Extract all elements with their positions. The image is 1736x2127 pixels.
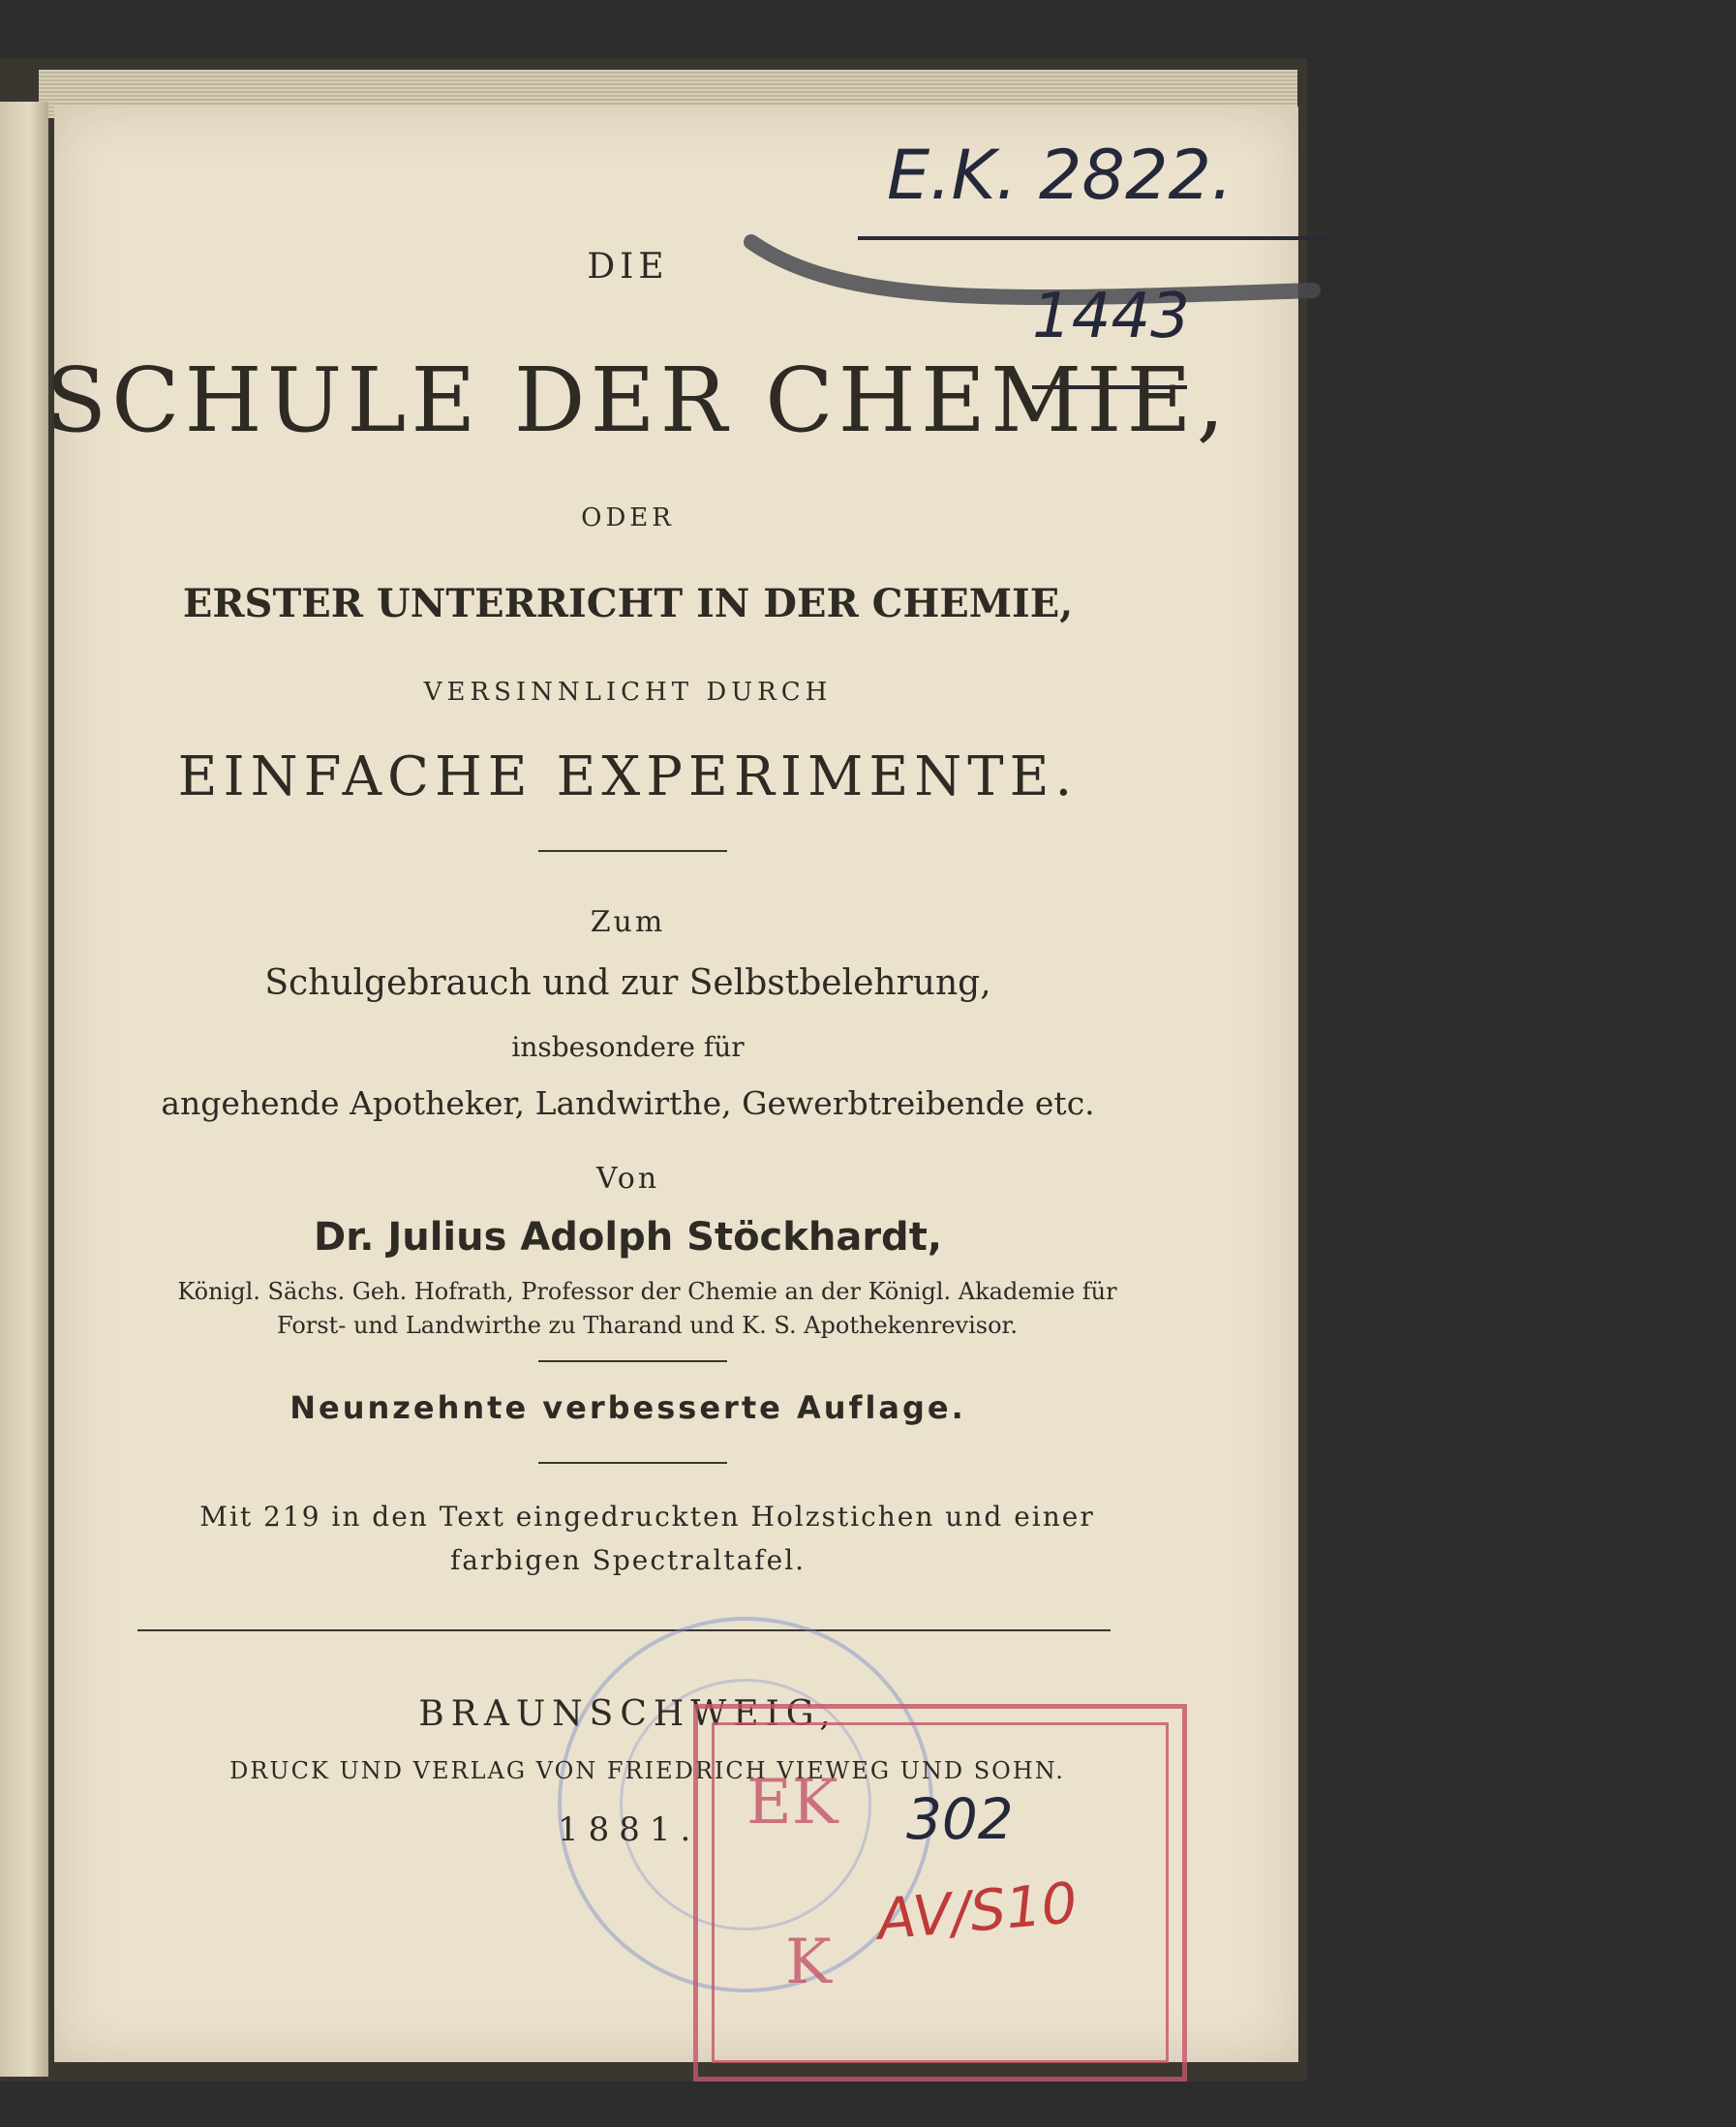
struck-shelfmark: E.K. 2822. xyxy=(887,136,1233,215)
separator-3 xyxy=(538,1462,727,1464)
publisher: DRUCK UND VERLAG VON FRIEDRICH VIEWEG UND SOHN. xyxy=(229,1757,1065,1784)
main-title: SCHULE DER CHEMIE, xyxy=(46,349,1230,452)
separator-long xyxy=(137,1629,1111,1631)
stamp-handwritten-code: AV/S10 xyxy=(874,1869,1081,1953)
von: Von xyxy=(595,1162,660,1196)
handwritten-number: 1443 xyxy=(1032,281,1190,352)
illustrations-2: farbigen Spectraltafel. xyxy=(449,1544,807,1576)
title-die: DIE xyxy=(587,247,669,287)
insbesondere: insbesondere für xyxy=(511,1031,745,1063)
stamp-letters-bottom: K xyxy=(785,1927,832,1998)
experimente: EINFACHE EXPERIMENTE. xyxy=(177,745,1079,808)
schulgebrauch: Schulgebrauch und zur Selbstbelehrung, xyxy=(264,963,991,1003)
year: 1881. xyxy=(558,1810,701,1849)
author: Dr. Julius Adolph Stöckhardt, xyxy=(313,1215,943,1260)
audience: angehende Apotheker, Landwirthe, Gewerbtreibende etc. xyxy=(161,1084,1095,1122)
author-title-2: Forst- und Landwirthe zu Tharand und K. S. Apothekenrevisor. xyxy=(276,1312,1019,1339)
title-oder: ODER xyxy=(581,503,675,532)
edition: Neunzehnte verbesserte Auflage. xyxy=(289,1389,966,1426)
separator-1 xyxy=(538,850,727,852)
place: BRAUNSCHWEIG, xyxy=(418,1694,838,1734)
subtitle: ERSTER UNTERRICHT IN DER CHEMIE, xyxy=(182,581,1074,626)
title-page xyxy=(46,106,1298,2062)
zum: Zum xyxy=(590,905,666,939)
versinnlicht: VERSINNLICHT DURCH xyxy=(423,678,833,707)
illustrations-1: Mit 219 in den Text eingedruckten Holzstichen und einer xyxy=(199,1501,1095,1533)
stamp-handwritten-number: 302 xyxy=(906,1786,1014,1852)
stamp-letters-top: EK xyxy=(746,1767,838,1838)
author-title-1: Königl. Sächs. Geh. Hofrath, Professor der Chemie an der Königl. Akademie für xyxy=(177,1278,1117,1305)
separator-2 xyxy=(538,1360,727,1362)
